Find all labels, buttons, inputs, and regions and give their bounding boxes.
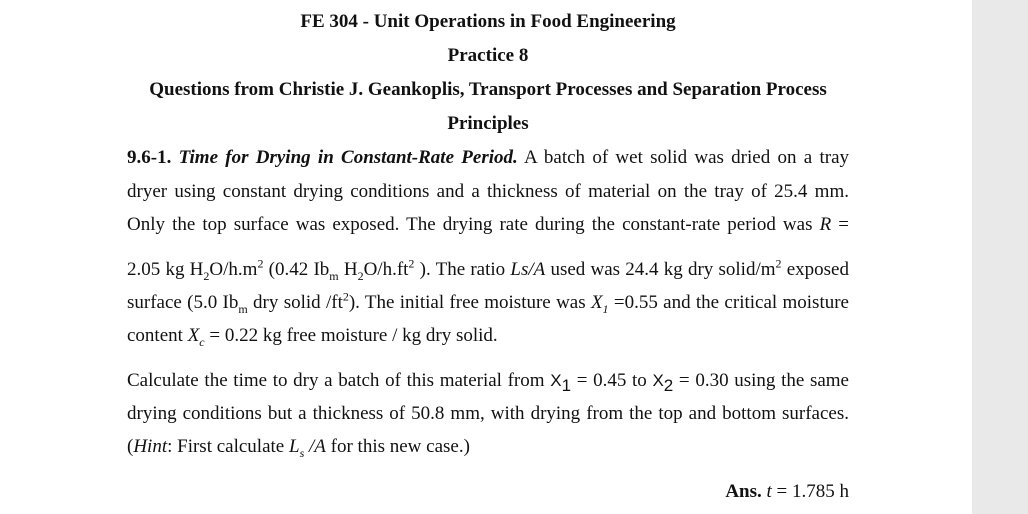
problem-line-5: surface (5.0 $Ib_m$ dry solid $/ft^2$). The initial free moisture was $X_1 =0.55$ and the critical moisture xyxy=(127,289,849,316)
answer-line: Ans. t = 1.785 h xyxy=(725,481,849,502)
problem-number: 9.6-1. xyxy=(127,147,172,168)
hint-line: (Hint: First calculate $L_s$ /A for this new case.) xyxy=(127,436,470,460)
practice-title: Practice 8 xyxy=(447,45,529,66)
problem-title: Time for Drying in Constant-Rate Period. xyxy=(178,147,518,168)
calc-line-2: drying conditions but a thickness of 50.8 mm, with drying from the top and bottom surfaces. xyxy=(127,403,849,424)
source-line-2: Principles xyxy=(447,113,529,134)
problem-line-1: 9.6-1. Time for Drying in Constant-Rate Period. A batch of wet solid was dried on a tray xyxy=(127,147,849,168)
answer-value: = 1.785 h xyxy=(771,481,849,502)
answer-label: Ans. xyxy=(725,481,762,502)
problem-line-6: content $X_c = 0.22$ kg free moisture / kg dry solid. xyxy=(127,325,498,349)
problem-line-2: dryer using constant drying conditions and a thickness of material on the tray of 25.4 mm. xyxy=(127,181,849,202)
problem-line-3: Only the top surface was exposed. The drying rate during the constant-rate period was R = xyxy=(127,214,850,235)
source-line-1: Questions from Christie J. Geankoplis, Transport Processes and Separation Process xyxy=(149,79,827,100)
course-title: FE 304 - Unit Operations in Food Engineering xyxy=(300,11,676,32)
calc-line-1: Calculate the time to dry a batch of this material from $X_1 = 0.45$ to $X_2 = 0.30$ using the same xyxy=(127,370,849,395)
problem-line-4: 2.05 kg $H_2O/h.m^2$ (0.42 $Ib_m$ $H_2O/h.ft^2$ ). The ratio Ls/A used was 24.4 kg dry solid/$m^2$ exposed xyxy=(127,256,849,283)
